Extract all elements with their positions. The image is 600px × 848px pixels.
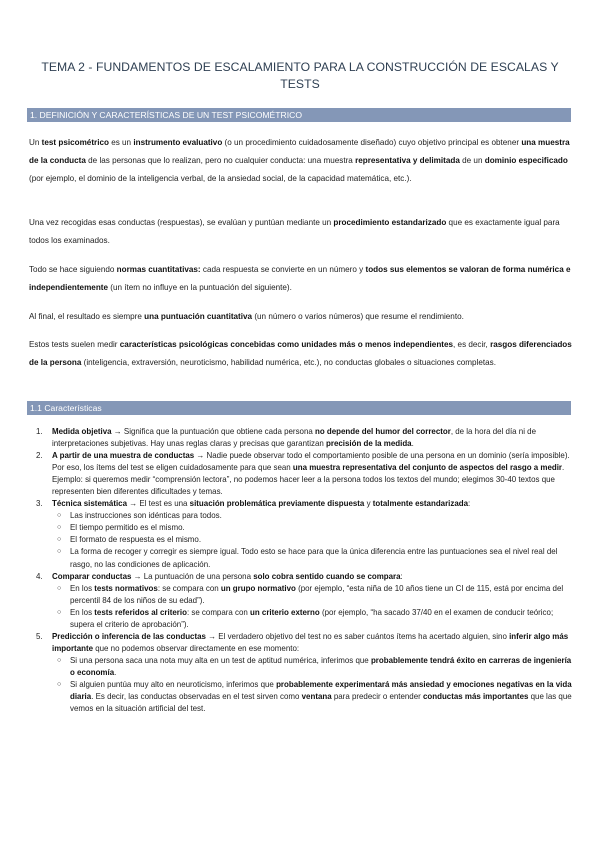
text-run: , es decir, xyxy=(453,340,491,349)
bold-text: Técnica sistemática xyxy=(52,499,128,509)
text-run: que no podemos observar directamente en ese momento: xyxy=(93,643,300,653)
text-run: → La puntuación de una persona xyxy=(131,571,254,581)
bold-text: procedimiento estandarizado xyxy=(333,218,447,227)
bold-text: Medida objetiva xyxy=(52,427,112,436)
bold-text: instrumento evaluativo xyxy=(133,138,223,147)
sub-list-text xyxy=(70,583,575,607)
list-number: 5. xyxy=(36,631,43,641)
bold-text: A partir de una muestra de conductas → xyxy=(52,451,205,461)
text-run: El tiempo permitido es el mismo. xyxy=(70,523,185,533)
text-run: . Ejemplo: si queremos medir “comprensión lectora”, no podemos hacer leer a la persona todos los textos del mundo; elegimos 30-40 textos que representen bien diferentes dificultades y temas. xyxy=(52,463,565,497)
circle-bullet-icon: ○ xyxy=(57,656,62,664)
circle-bullet-icon: ○ xyxy=(57,536,62,544)
text-run: . Es decir, las conductas observadas en el test sirven como xyxy=(91,692,302,702)
bold-text: todos sus elementos se valoran de forma numérica e independientemente xyxy=(29,265,571,292)
text-run: es un xyxy=(108,138,134,147)
text-run: que es exactamente igual para todos los examinados. xyxy=(29,218,560,245)
list-number: 2. xyxy=(36,451,43,461)
list-item xyxy=(29,426,575,450)
sub-list-item xyxy=(29,655,575,679)
text-run: : xyxy=(400,571,403,581)
list-item-text xyxy=(52,498,575,510)
list-item xyxy=(29,631,575,655)
sub-list-text xyxy=(70,679,575,715)
text-run: . xyxy=(114,667,117,677)
text-run: (o un procedimiento cuidadosamente diseñado) cuyo objetivo principal es obtener xyxy=(222,138,522,147)
sub-list-text xyxy=(70,522,575,534)
text-run: Las instrucciones son idénticas para todos. xyxy=(70,511,222,521)
list-item xyxy=(29,498,575,510)
text-run: . xyxy=(411,439,414,449)
list-item-text xyxy=(52,631,575,655)
text-run: (un número o varios números) que resume el rendimiento. xyxy=(252,312,464,321)
sub-list-item xyxy=(29,679,575,715)
text-run: En los xyxy=(70,607,95,617)
paragraph-puntuacion xyxy=(29,308,575,326)
text-run: y xyxy=(364,499,373,509)
bold-text: ventana xyxy=(301,692,332,702)
text-run: Si alguien puntúa muy alto en neuroticismo, inferimos que xyxy=(70,679,277,689)
circle-bullet-icon: ○ xyxy=(57,608,62,616)
section-heading-caracteristicas: 1.1 Características xyxy=(27,401,571,415)
text-run: (un ítem no influye en la puntuación del siguiente). xyxy=(108,283,292,292)
list-item xyxy=(29,450,575,498)
text-run: → El test es una xyxy=(127,499,190,509)
bold-text: totalmente estandarizada xyxy=(372,499,469,509)
bold-text: test psicométrico xyxy=(41,138,109,147)
bold-text: un criterio externo xyxy=(250,607,320,617)
text-run: , de la hora del día ni de interpretaciones subjetivas. Hay unas reglas claras y precisas que garantizan xyxy=(52,427,537,449)
bold-text: tests referidos al criterio xyxy=(94,607,187,617)
text-run: Al final, el resultado es siempre xyxy=(29,312,145,321)
sub-list-text xyxy=(70,534,575,546)
bold-text: inferir algo más importante xyxy=(52,631,569,653)
list-item-text xyxy=(52,571,575,583)
circle-bullet-icon: ○ xyxy=(57,584,62,592)
text-run: para predecir o entender xyxy=(331,692,423,702)
paragraph-definicion xyxy=(29,134,575,188)
text-run: que las que vemos en la situación artificial del test. xyxy=(70,692,572,714)
bold-text: una muestra representativa del conjunto de aspectos del rasgo a medir xyxy=(292,463,562,473)
text-run: → El verdadero objetivo del test no es saber cuántos ítems ha acertado alguien, sino xyxy=(205,631,510,641)
characteristics-list xyxy=(29,426,575,715)
text-run: Todo se hace siguiendo xyxy=(29,265,117,274)
section-heading-definicion: 1. DEFINICIÓN Y CARACTERÍSTICAS DE UN TEST PSICOMÉTRICO xyxy=(27,108,571,122)
bold-text: Comparar conductas xyxy=(52,571,132,581)
text-run: En los xyxy=(70,583,95,593)
list-number: 1. xyxy=(36,427,43,436)
bold-text: normas cuantitativas: xyxy=(116,265,201,274)
text-run: (por ejemplo, el dominio de la inteligencia verbal, de la ansiedad social, de la capacidad matemática, etc.). xyxy=(29,174,412,183)
text-run: : xyxy=(468,499,471,509)
text-run: Significa que la puntuación que obtiene cada persona xyxy=(123,427,315,436)
circle-bullet-icon: ○ xyxy=(57,548,62,556)
text-run: de un xyxy=(459,156,485,165)
sub-list-item xyxy=(29,522,575,534)
circle-bullet-icon: ○ xyxy=(57,680,62,688)
sub-list-item xyxy=(29,510,575,522)
text-run: de las personas que lo realizan, pero no cualquier conducta: una muestra xyxy=(85,156,356,165)
list-number: 4. xyxy=(36,571,43,581)
bold-text: no depende del humor del corrector xyxy=(315,427,451,436)
text-run: (por ejemplo, “esta niña de 10 años tiene un CI de 115, está por encima del percentil 84 de los niños de su edad”). xyxy=(70,583,564,605)
sub-list-item xyxy=(29,607,575,631)
paragraph-normas xyxy=(29,261,575,297)
paragraph-rasgos xyxy=(29,336,575,372)
bold-text: → xyxy=(111,427,124,436)
bold-text: una puntuación cuantitativa xyxy=(144,312,253,321)
bold-text: probablemente experimentará más ansiedad y emociones negativas en la vida diaria xyxy=(70,679,572,702)
sub-list-text xyxy=(70,607,575,631)
bold-text: rasgos diferenciados de la persona xyxy=(29,340,572,367)
text-run: Una vez recogidas esas conductas (respuestas), se evalúan y puntúan mediante un xyxy=(29,218,334,227)
bold-text: un grupo normativo xyxy=(220,583,296,593)
bold-text: Predicción o inferencia de las conductas xyxy=(52,631,206,641)
bold-text: una muestra de la conducta xyxy=(29,138,570,165)
page-title: TEMA 2 - FUNDAMENTOS DE ESCALAMIENTO PARA LA CONSTRUCCIÓN DE ESCALAS Y TESTS xyxy=(41,60,559,91)
bold-text: precisión de la medida xyxy=(326,439,412,449)
sub-list-text xyxy=(70,546,575,570)
sub-list-text xyxy=(70,510,575,522)
list-item-text xyxy=(52,426,575,450)
sub-list-item xyxy=(29,583,575,607)
sub-list-item xyxy=(29,546,575,570)
circle-bullet-icon: ○ xyxy=(57,524,62,532)
sub-list-text xyxy=(70,655,575,679)
text-run: Estos tests suelen medir xyxy=(29,340,120,349)
text-run: Nadie puede observar todo el comportamiento posible de una persona en un dominio (sería imposible). Por eso, los ítems del test se eligen cuidadosamente para que sean xyxy=(52,451,570,473)
text-run: Un xyxy=(29,138,42,147)
text-run: La forma de recoger y corregir es siempre igual. Todo esto se hace para que la única diferencia entre las puntuaciones sea el nivel real del rasgo, no las condiciones de aplicación. xyxy=(70,547,558,569)
paragraph-procedimiento xyxy=(29,214,575,250)
text-run: (inteligencia, extraversión, neuroticismo, habilidad numérica, etc.), no conductas globales o situaciones completas. xyxy=(81,358,496,367)
bold-text: situación problemática previamente dispuesta xyxy=(189,499,365,509)
list-number: 3. xyxy=(36,499,43,509)
sub-list-item xyxy=(29,534,575,546)
bold-text: probablemente tendrá éxito en carreras de ingeniería o economía xyxy=(70,655,572,677)
bold-text: características psicológicas concebidas como unidades más o menos independientes xyxy=(119,340,454,349)
text-run: : se compara con xyxy=(186,607,251,617)
bold-text: dominio especificado xyxy=(484,156,568,165)
bold-text: conductas más importantes xyxy=(422,692,529,702)
text-run: Si una persona saca una nota muy alta en un test de aptitud numérica, inferimos que xyxy=(70,655,371,665)
list-item xyxy=(29,571,575,583)
text-run: : se compara con xyxy=(157,583,221,593)
circle-bullet-icon: ○ xyxy=(57,512,62,520)
bold-text: tests normativos xyxy=(94,583,158,593)
text-run: cada respuesta se convierte en un número y xyxy=(200,265,366,274)
bold-text: representativa y delimitada xyxy=(355,156,460,165)
list-item-text xyxy=(52,450,575,498)
text-run: El formato de respuesta es el mismo. xyxy=(70,535,202,545)
text-run: (por ejemplo, “ha sacado 37/40 en el examen de conducir teórico; supera el criterio de aprobación”). xyxy=(70,607,554,629)
bold-text: solo cobra sentido cuando se compara xyxy=(253,571,401,581)
